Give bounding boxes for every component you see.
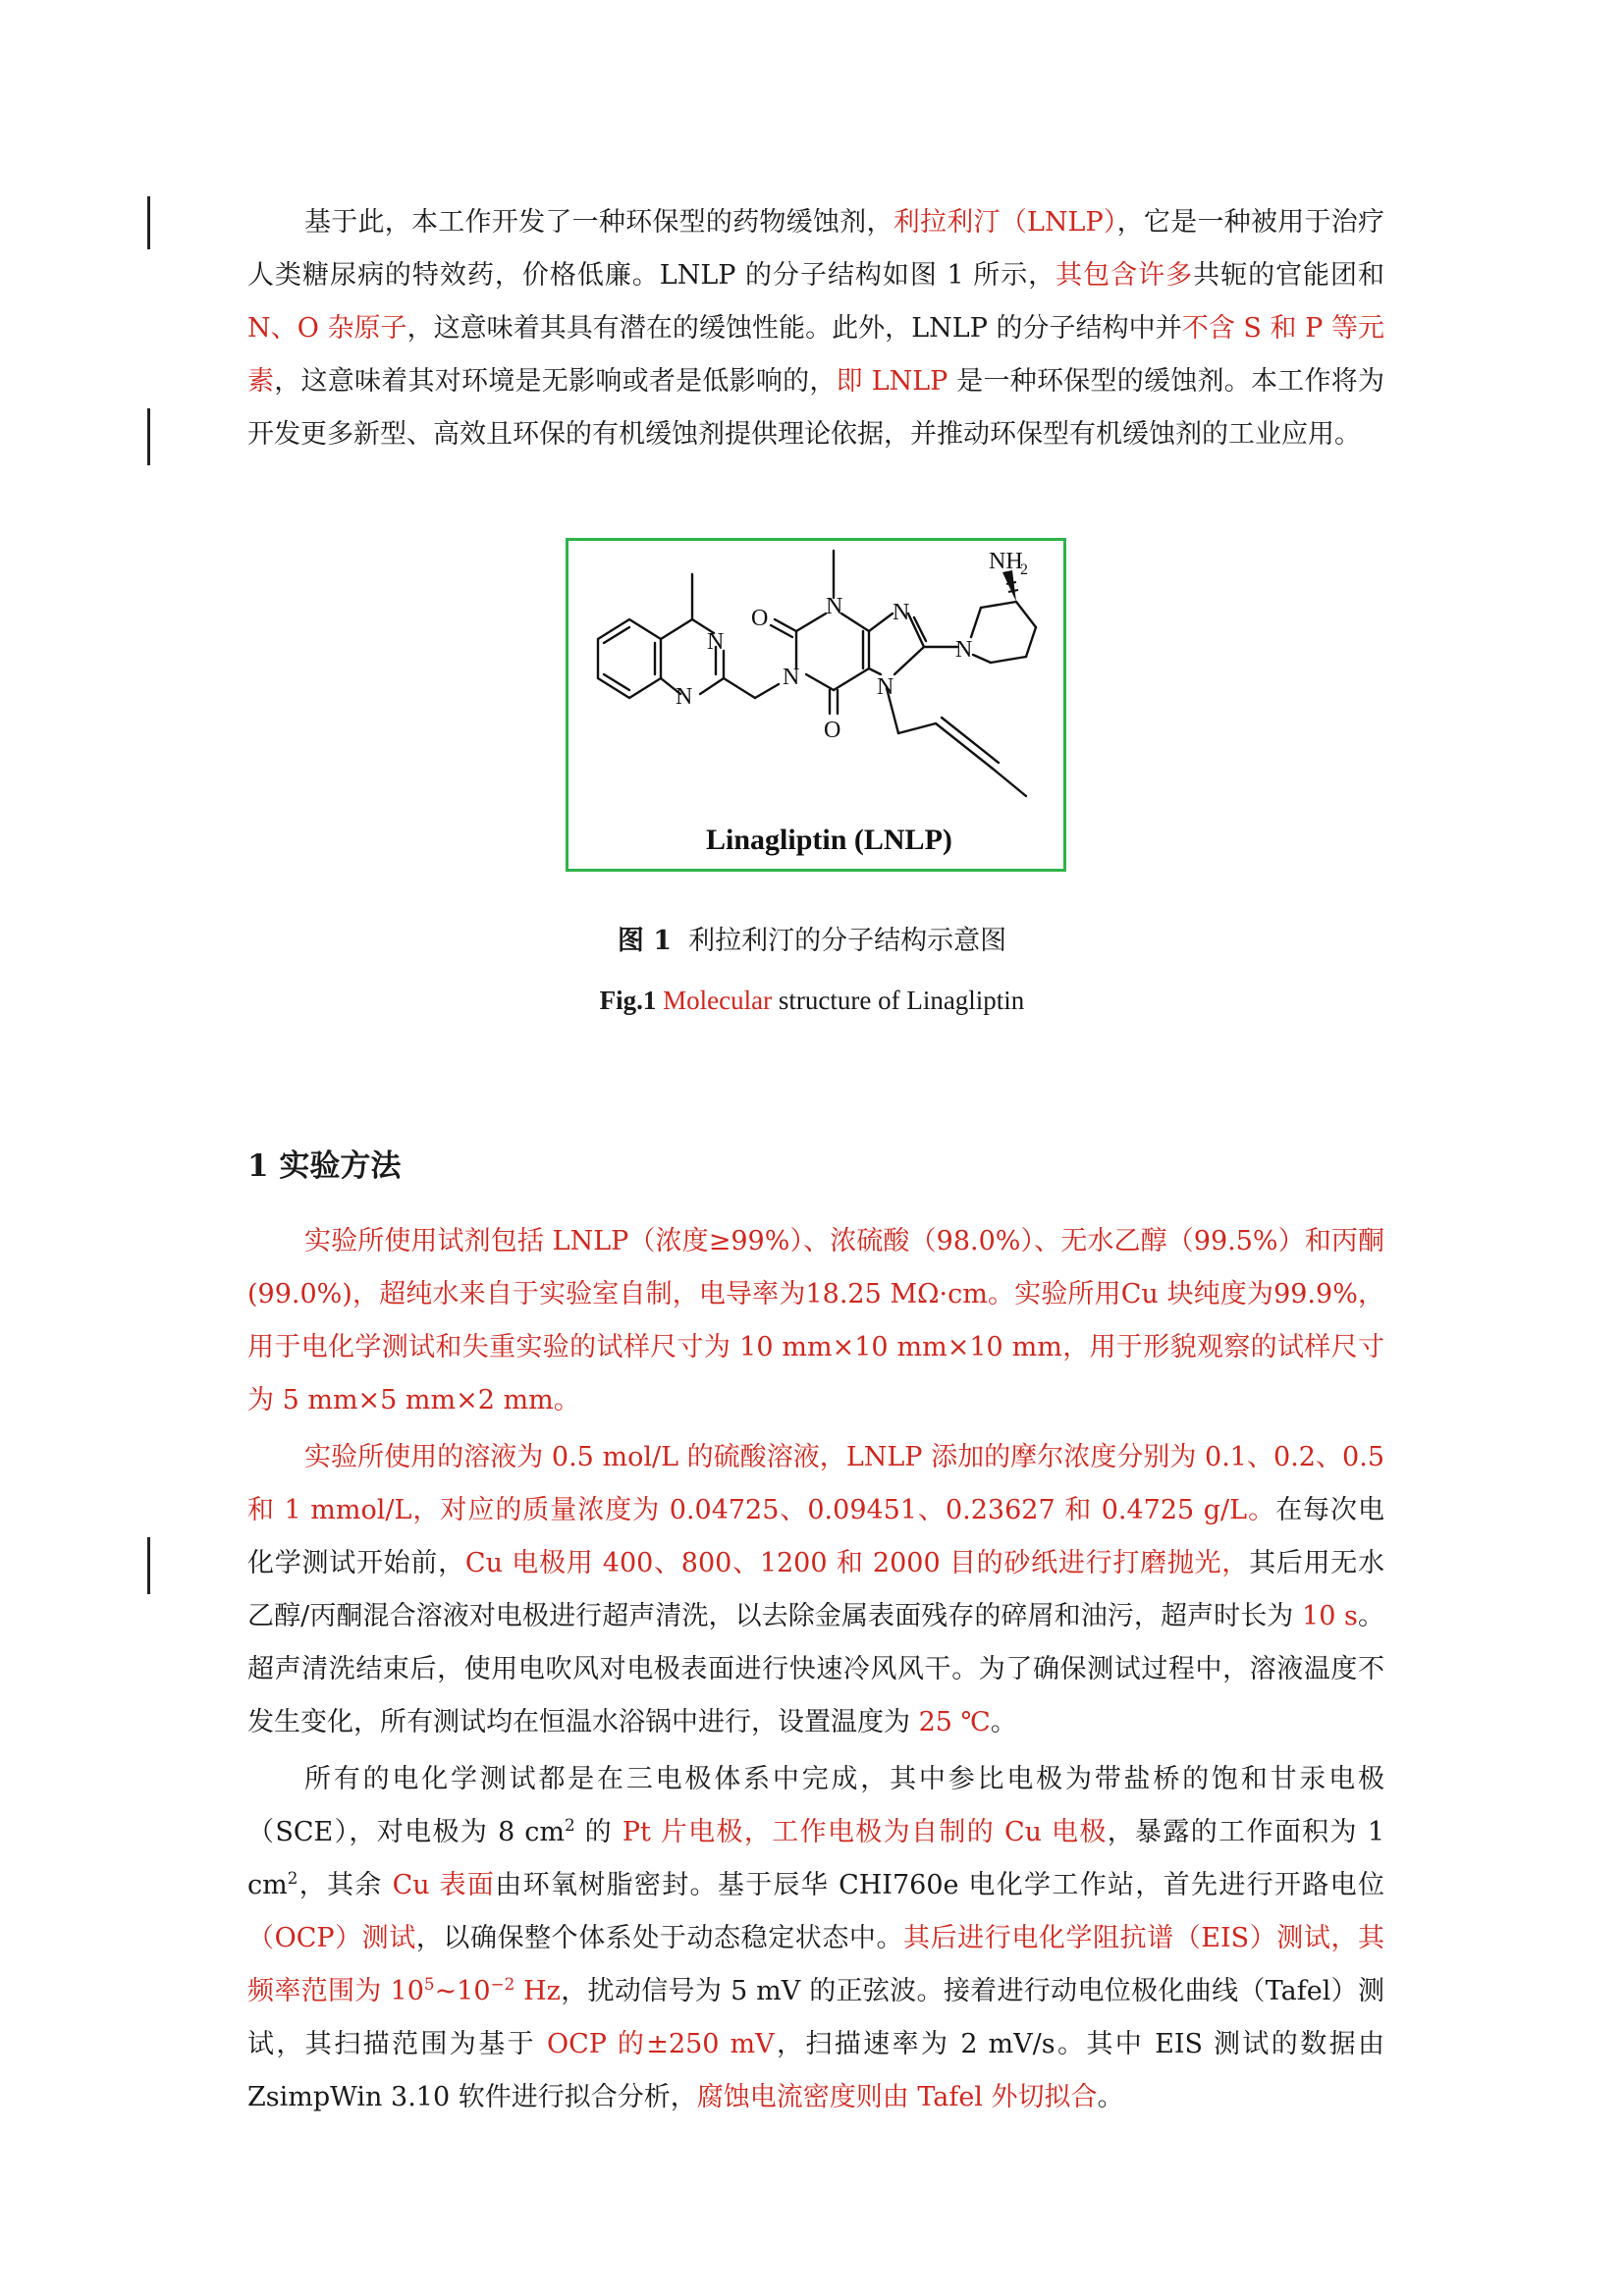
figure-number-en: Fig.1	[599, 986, 657, 1015]
electrochem-highlight: 腐蚀电流密度则由 Tafel 外切拟合	[696, 2082, 1098, 2112]
molecule-name: Linagliptin (LNLP)	[706, 824, 952, 856]
electrochem-highlight: Hz	[514, 1976, 561, 2006]
linagliptin-structure-diagram	[568, 541, 1063, 869]
change-bar	[147, 1537, 150, 1594]
electrochem-highlight: Cu 表面	[392, 1870, 496, 1900]
reagents-paragraph	[247, 1215, 1384, 1427]
intro-highlight: 即 LNLP	[836, 366, 948, 397]
intro-highlight: 其包含许多	[1056, 260, 1194, 291]
electrochem-text: ，扰动信号为 5 mV 的正弦波。接着进行动电位极化曲线（Tafel）测试，其扫描范围为基于	[247, 1976, 1384, 2059]
figure-caption-chinese	[0, 919, 1624, 957]
change-bar	[147, 408, 150, 465]
intro-highlight: 利拉利汀（LNLP）	[893, 207, 1117, 238]
electrochem-highlight: 其后进行电化学阻抗谱（EIS）测试，其频率范围为 10	[247, 1923, 1385, 2006]
electrochem-text: ，以确保整个体系处于动态稳定状态中。	[415, 1923, 904, 1953]
figure-caption-english	[0, 986, 1624, 1016]
solution-highlight: 10 s	[1293, 1601, 1358, 1631]
superscript: 2	[287, 1868, 298, 1888]
atom-label-n: N	[707, 629, 725, 655]
molecular-structure-figure	[566, 538, 1066, 872]
superscript: 5	[423, 1974, 435, 1994]
atom-label-n: N	[955, 637, 973, 663]
atom-label-n: N	[877, 674, 894, 700]
intro-text: ，这意味着其具有潜在的缓蚀性能。此外，LNLP 的分子结构中并	[406, 313, 1182, 344]
solution-text: 在每次电化学测试开始前，	[247, 1495, 1385, 1578]
electrochem-highlight: Pt 片电极，工作电极为自制的 Cu 电极	[622, 1817, 1108, 1847]
intro-text: ，它是一种被用于治疗人类糖尿病的特效药，价格低廉。LNLP 的分子结构如图 1 所示，	[247, 207, 1385, 291]
solution-text: 。超声清洗结束后，使用电吹风对电极表面进行快速冷风风干。为了确保测试过程中，溶液温度不发生变化，所有测试均在恒温水浴锅中进行，设置温度为	[247, 1601, 1384, 1737]
solution-highlight: Cu 电极用 400、800、1200 和 2000 目的砂纸进行打磨抛光，	[464, 1548, 1250, 1578]
intro-text: 共轭的官能团和	[1193, 260, 1385, 291]
atom-label-n: N	[676, 684, 693, 710]
atom-label-nh2: NH	[989, 549, 1023, 574]
superscript: 2	[564, 1815, 575, 1835]
electrochem-text: 的	[574, 1817, 623, 1847]
atom-label-o: O	[751, 606, 769, 631]
electrochemical-paragraph	[247, 1753, 1384, 2124]
solution-text: 其后用无水乙醇/丙酮混合溶液对电极进行超声清洗，以去除金属表面残存的碎屑和油污，超声时长为	[247, 1548, 1385, 1631]
intro-paragraph	[247, 196, 1384, 461]
solution-paragraph	[247, 1431, 1384, 1749]
electrochem-highlight: ~10	[434, 1976, 491, 2006]
electrochem-highlight: OCP 的±250 mV	[546, 2029, 775, 2059]
solution-text: 。	[990, 1707, 1017, 1737]
solution-highlight: 25 ℃	[910, 1707, 991, 1737]
superscript: −2	[490, 1974, 515, 1994]
section-heading: 1 实验方法	[247, 1148, 402, 1184]
electrochem-text: 所有的电化学测试都是在三电极体系中完成，其中参比电极为带盐桥的饱和甘汞电极（SCE），对电极为 8 cm	[247, 1764, 1384, 1847]
intro-text: ，这意味着其对环境是无影响或者是低影响的，	[274, 366, 837, 397]
electrochem-text: ，扫描速率为 2 mV/s。其中 EIS 测试的数据由 ZsimpWin 3.10 软件进行拟合分析，	[247, 2029, 1384, 2112]
figure-caption-en-text: structure of Linagliptin	[772, 986, 1025, 1015]
figure-caption-en-highlight: Molecular	[663, 986, 773, 1015]
atom-label-n: N	[893, 600, 910, 625]
atom-label-o: O	[824, 718, 841, 743]
intro-highlight: 不含 S 和 P 等元素	[247, 313, 1385, 397]
atom-label-n: N	[826, 594, 843, 619]
change-bar	[147, 196, 150, 249]
electrochem-text: 。	[1097, 2082, 1124, 2112]
electrochem-text: ，暴露的工作面积为 1 cm	[247, 1817, 1385, 1900]
intro-text: 是一种环保型的缓蚀剂。本工作将为开发更多新型、高效且环保的有机缓蚀剂提供理论依据，并推动环保型有机缓蚀剂的工业应用。	[247, 366, 1385, 450]
electrochem-highlight: （OCP）测试	[247, 1923, 416, 1953]
figure-caption-cn-text: 利拉利汀的分子结构示意图	[688, 926, 1007, 956]
intro-text: 基于此，本工作开发了一种环保型的药物缓蚀剂，	[304, 207, 893, 238]
electrochem-text: ，其余	[298, 1870, 393, 1900]
reagents-text: 实验所使用试剂包括 LNLP（浓度≥99%）、浓硫酸（98.0%）、无水乙醇（99.5%）和丙酮(99.0%)，超纯水来自于实验室自制，电导率为18.25 MΩ·cm。实验所用Cu 块纯度为99.9%，用于电化学测试和失重实验的试样尺寸为 10 mm×10 mm×10 mm，用于形貌观察的试样尺寸为 5 mm×5 mm×2 mm。	[247, 1226, 1384, 1415]
atom-label-nh2-subscript: 2	[1020, 561, 1028, 578]
electrochem-text: 由环氧树脂密封。基于辰华 CHI760e 电化学工作站，首先进行开路电位	[495, 1870, 1384, 1900]
figure-number-cn: 图 1	[617, 926, 672, 956]
intro-highlight: N、O 杂原子	[247, 313, 407, 344]
solution-highlight: 实验所使用的溶液为 0.5 mol/L 的硫酸溶液，LNLP 添加的摩尔浓度分别为 0.1、0.2、0.5 和 1 mmol/L，对应的质量浓度为 0.04725、0.09451、0.23627 和 0.4725 g/L。	[247, 1442, 1384, 1525]
atom-label-n: N	[783, 665, 800, 690]
